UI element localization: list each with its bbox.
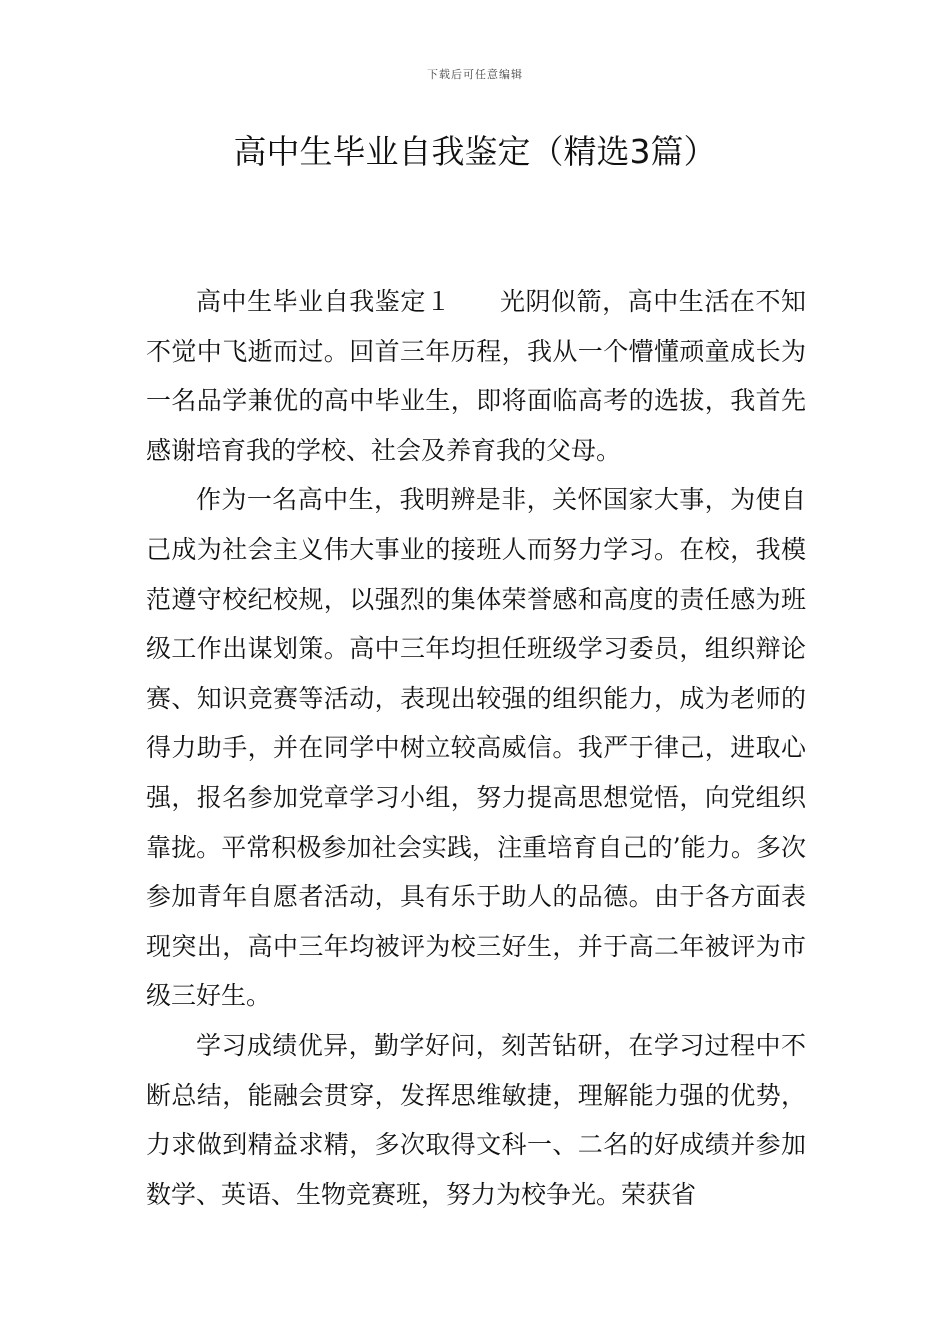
section-heading: 高中生毕业自我鉴定１ bbox=[196, 287, 452, 316]
document-body bbox=[146, 277, 806, 1219]
paragraph-3: 学习成绩优异，勤学好问，刻苦钻研，在学习过程中不断总结，能融会贯穿，发挥思维敏捷，理解能力强的优势，力求做到精益求精，多次取得文科一、二名的好成绩并参加数学、英语、生物竞赛班，努力为校争光。荣获省 bbox=[146, 1030, 806, 1209]
paragraph-2: 作为一名高中生，我明辨是非，关怀国家大事，为使自己成为社会主义伟大事业的接班人而努力学习。在校，我模范遵守校纪校规，以强烈的集体荣誉感和高度的责任感为班级工作出谋划策。高中三年均担任班级学习委员，组织辩论赛、知识竞赛等活动，表现出较强的组织能力，成为老师的得力助手，并在同学中树立较高威信。我严于律己，进取心强，报名参加党章学习小组，努力提高思想觉悟，向党组织靠拢。平常积极参加社会实践，注重培育自己的’能力。多次参加青年自愿者活动，具有乐于助人的品德。由于各方面表现突出，高中三年均被评为校三好生，并于高二年被评为市级三好生。 bbox=[146, 485, 806, 1011]
download-note: 下载后可任意编辑 bbox=[427, 68, 523, 81]
paragraph-1 bbox=[146, 277, 806, 475]
document-title: 高中生毕业自我鉴定（精选3篇） bbox=[233, 132, 717, 171]
paragraph-1-text: 光阴似箭，高中生活在不知不觉中飞逝而过。回首三年历程，我从一个懵懂顽童成长为一名品学兼优的高中毕业生，即将面临高考的选拔，我首先感谢培育我的学校、社会及养育我的父母。 bbox=[146, 287, 806, 465]
